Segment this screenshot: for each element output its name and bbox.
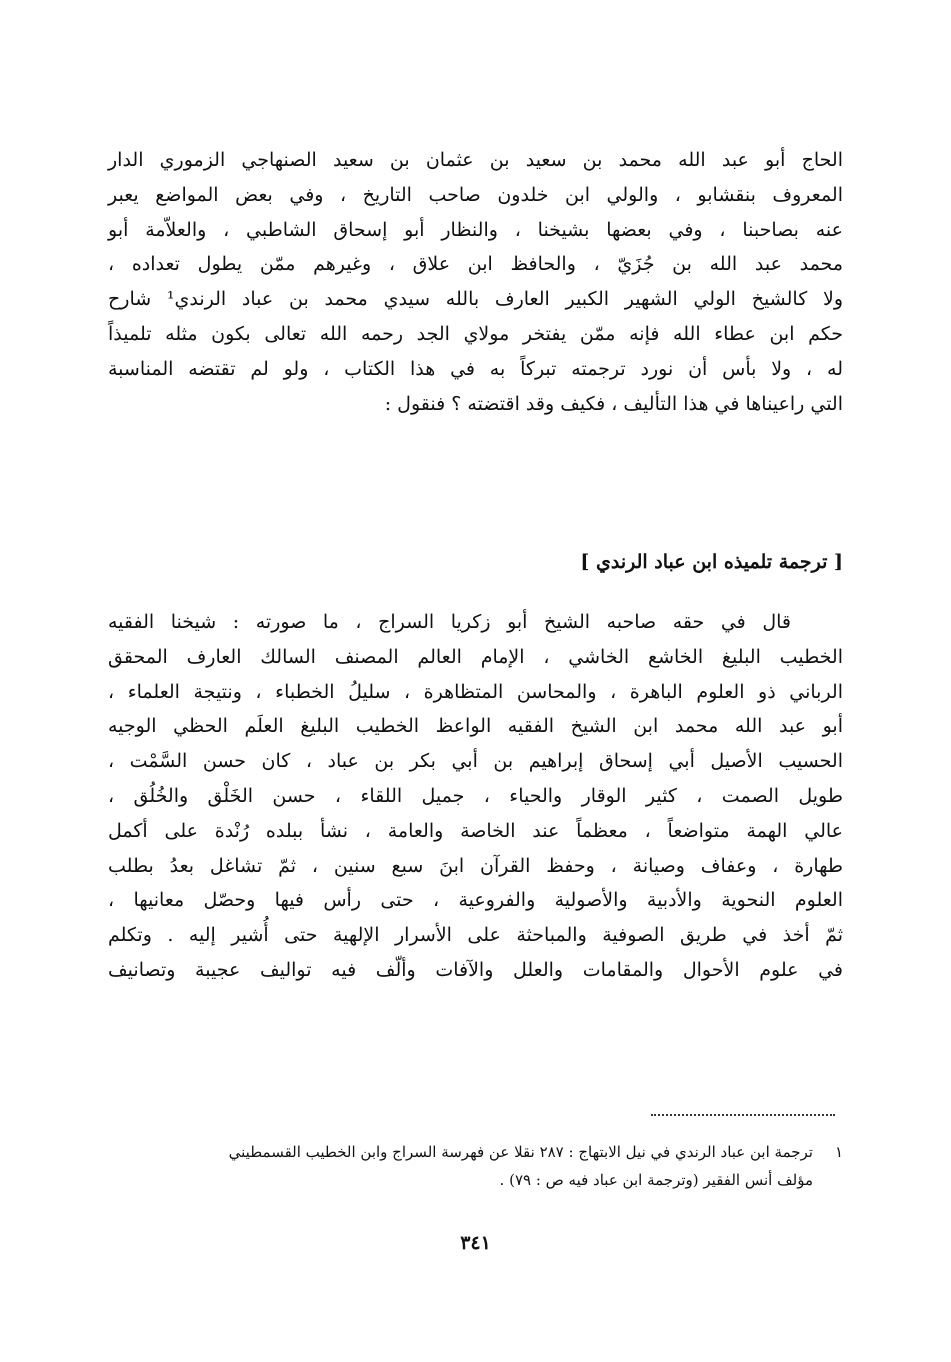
text-line: حكم ابن عطاء الله فإنه ممّن يفتخر مولاي الجد رحمه الله تعالى بكون مثله تلميذاً	[108, 322, 843, 345]
text-line: ولا كالشيخ الولي الشهير الكبير العارف بالله سيدي محمد بن عباد الرندي¹ شارح	[108, 288, 843, 311]
paragraph-intro	[108, 143, 843, 421]
text-line: ثمّ أخذ في طريق الصوفية والمباحثة على الأسرار الإلهية حتى أُشير إليه . وتكلم	[108, 924, 843, 947]
footnote-divider	[651, 1114, 835, 1116]
text-line: الحاج أبو عبد الله محمد بن سعيد بن عثمان بن سعيد الصنهاجي الزموري الدار	[108, 149, 843, 171]
footnote-number: ١	[834, 1143, 843, 1161]
text-line: طهارة ، وعفاف وصيانة ، وحفظ القرآن ابنَ سبع سنين ، ثمّ تشاغل بعدُ بطلب	[108, 854, 843, 877]
footnote-line	[108, 1138, 843, 1166]
section-heading: [ ترجمة تلميذه ابن عباد الرندي ]	[580, 551, 843, 573]
text-line: الخطيب البليغ الخاشع الخاشي ، الإمام العالم المصنف السالك العارف المحقق	[108, 645, 843, 668]
text-line: عنه بصاحبنا ، وفي بعضها بشيخنا ، والنظار أبو إسحاق الشاطبي ، والعلاّمة أبو	[108, 218, 843, 241]
paragraph-biography	[108, 605, 843, 988]
text-line: له ، ولا بأس أن نورد ترجمته تبركاً به في هذا الكتاب ، ولو لم تقتضه المناسبة	[108, 357, 843, 380]
text-line: عالي الهمة متواضعاً ، معظماً عند الخاصة والعامة ، نشأ ببلده رُنْدة على أكمل	[108, 819, 843, 842]
page-number: ٣٤١	[460, 1232, 491, 1254]
footnote-line: مؤلف أنس الفقير (وترجمة ابن عباد فيه ص : ٧٩) .	[499, 1171, 813, 1189]
text-line: المعروف بنقشابو ، والولي ابن خلدون صاحب التاريخ ، وفي بعض المواضع يعبر	[108, 183, 843, 206]
text-line: طويل الصمت ، كثير الوقار والحياء ، جميل اللقاء ، حسن الخَلْق والخُلُق ،	[108, 784, 843, 807]
text-line: العلوم النحوية والأدبية والأصولية والفروعية ، حتى رأس فيها وحصّل معانيها ،	[108, 889, 843, 912]
footnotes	[108, 1138, 843, 1194]
text-line: محمد عبد الله بن جُزَيّ ، والحافظ ابن علاق ، وغيرهم ممّن يطول تعداده ،	[108, 253, 843, 276]
text-line: الرباني ذو العلوم الباهرة ، والمحاسن المتظاهرة ، سليلُ الخطباء ، ونتيجة العلماء ،	[108, 680, 843, 703]
text-line: التي راعيناها في هذا التأليف ، فكيف وقد اقتضته ؟ فنقول :	[384, 392, 843, 415]
text-line: في علوم الأحوال والمقامات والعلل والآفات وألّف فيه تواليف عجيبة وتصانيف	[108, 958, 843, 981]
text-line: أبو عبد الله محمد ابن الشيخ الفقيه الواعظ الخطيب البليغ العلَم الحظي الوجيه	[108, 715, 843, 738]
text-line: قال في حقه صاحبه الشيخ أبو زكريا السراج ، ما صورته : شيخنا الفقيه	[108, 611, 791, 633]
footnote-text: ترجمة ابن عباد الرندي في نيل الابتهاج : ٢٨٧ نقلا عن فهرسة السراج وابن الخطيب القسمطيني	[228, 1143, 813, 1161]
text-line: الحسيب الأصيل أبي إسحاق إبراهيم بن أبي بكر بن عباد ، كان حسن السَّمْت ،	[108, 750, 843, 773]
